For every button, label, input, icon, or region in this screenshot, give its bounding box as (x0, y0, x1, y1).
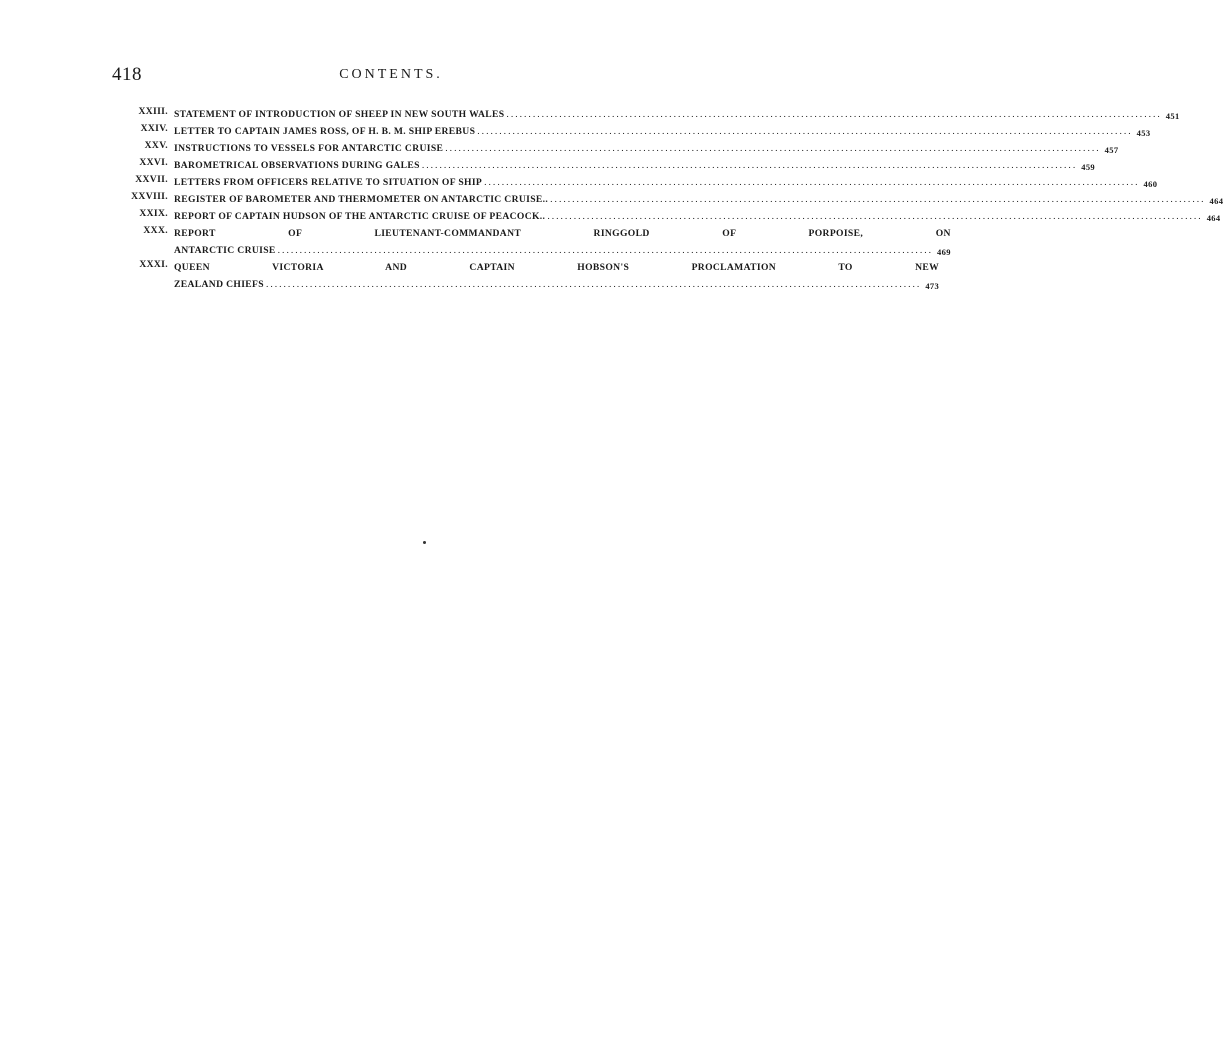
toc-page-number: 469 (937, 247, 951, 257)
toc-numeral: XXIX. (139, 208, 168, 219)
toc-entry (112, 106, 1180, 123)
leader-dots (475, 123, 1134, 140)
toc-entry (112, 157, 1096, 174)
bleed-through-text (110, 530, 630, 1000)
toc-entry (112, 174, 1158, 191)
toc-title: REGISTER OF BAROMETER AND THERMOMETER ON ANTARCTIC CRUISE.. (174, 194, 549, 205)
running-head: CONTENTS. (339, 67, 443, 82)
leader-dots (420, 157, 1079, 174)
toc-title: STATEMENT OF INTRODUCTION OF SHEEP IN NEW SOUTH WALES (174, 109, 505, 120)
toc-entry (112, 123, 1151, 140)
toc-entry (112, 225, 951, 259)
toc-numeral: XXV. (144, 140, 168, 151)
table-of-contents (112, 106, 1223, 293)
toc-page-number: 459 (1081, 162, 1096, 172)
leader-dots (545, 208, 1204, 225)
toc-page-number: 451 (1165, 111, 1180, 121)
toc-numeral: XXVIII. (131, 191, 168, 202)
toc-title: QUEEN VICTORIA AND CAPTAIN HOBSON'S PROCLAMATION TO NEW (174, 262, 940, 273)
leader-dots (548, 191, 1207, 208)
toc-entry (112, 191, 1223, 208)
leader-dots (504, 106, 1163, 123)
toc-numeral: XXVII. (135, 174, 168, 185)
leader-dots (276, 242, 935, 259)
leader-dots (443, 140, 1102, 157)
toc-entry (112, 259, 940, 293)
toc-page-number: 457 (1104, 145, 1119, 155)
toc-title: INSTRUCTIONS TO VESSELS FOR ANTARCTIC CRUISE (174, 143, 444, 154)
toc-page-number: 473 (925, 281, 940, 291)
toc-title: LETTER TO CAPTAIN JAMES ROSS, OF H. B. M. SHIP EREBUS (174, 126, 476, 137)
toc-title: BAROMETRICAL OBSERVATIONS DURING GALES (174, 160, 420, 171)
toc-numeral: XXIV. (140, 123, 168, 134)
toc-title: REPORT OF CAPTAIN HUDSON OF THE ANTARCTIC CRUISE OF PEACOCK.. (174, 211, 546, 222)
page-header (112, 64, 632, 86)
page-number: 418 (112, 64, 142, 85)
toc-title: REPORT OF LIEUTENANT-COMMANDANT RINGGOLD OF PORPOISE, ON (174, 228, 951, 239)
toc-title: LETTERS FROM OFFICERS RELATIVE TO SITUATION OF SHIP (174, 177, 483, 188)
toc-title: ZEALAND CHIEFS (174, 279, 264, 290)
toc-title: ANTARCTIC CRUISE (174, 245, 276, 256)
toc-entry (112, 140, 1119, 157)
toc-page-number: 464 (1209, 196, 1223, 206)
leader-dots (264, 276, 923, 293)
toc-numeral: XXVI. (139, 157, 168, 168)
toc-numeral: XXIII. (138, 106, 168, 117)
toc-numeral: XXXI. (139, 259, 168, 270)
toc-entry (112, 208, 1221, 225)
toc-page-number: 464 (1206, 213, 1221, 223)
toc-page-number: 460 (1143, 179, 1158, 189)
leader-dots (482, 174, 1141, 191)
toc-page-number: 453 (1136, 128, 1151, 138)
toc-numeral: XXX. (143, 225, 168, 236)
